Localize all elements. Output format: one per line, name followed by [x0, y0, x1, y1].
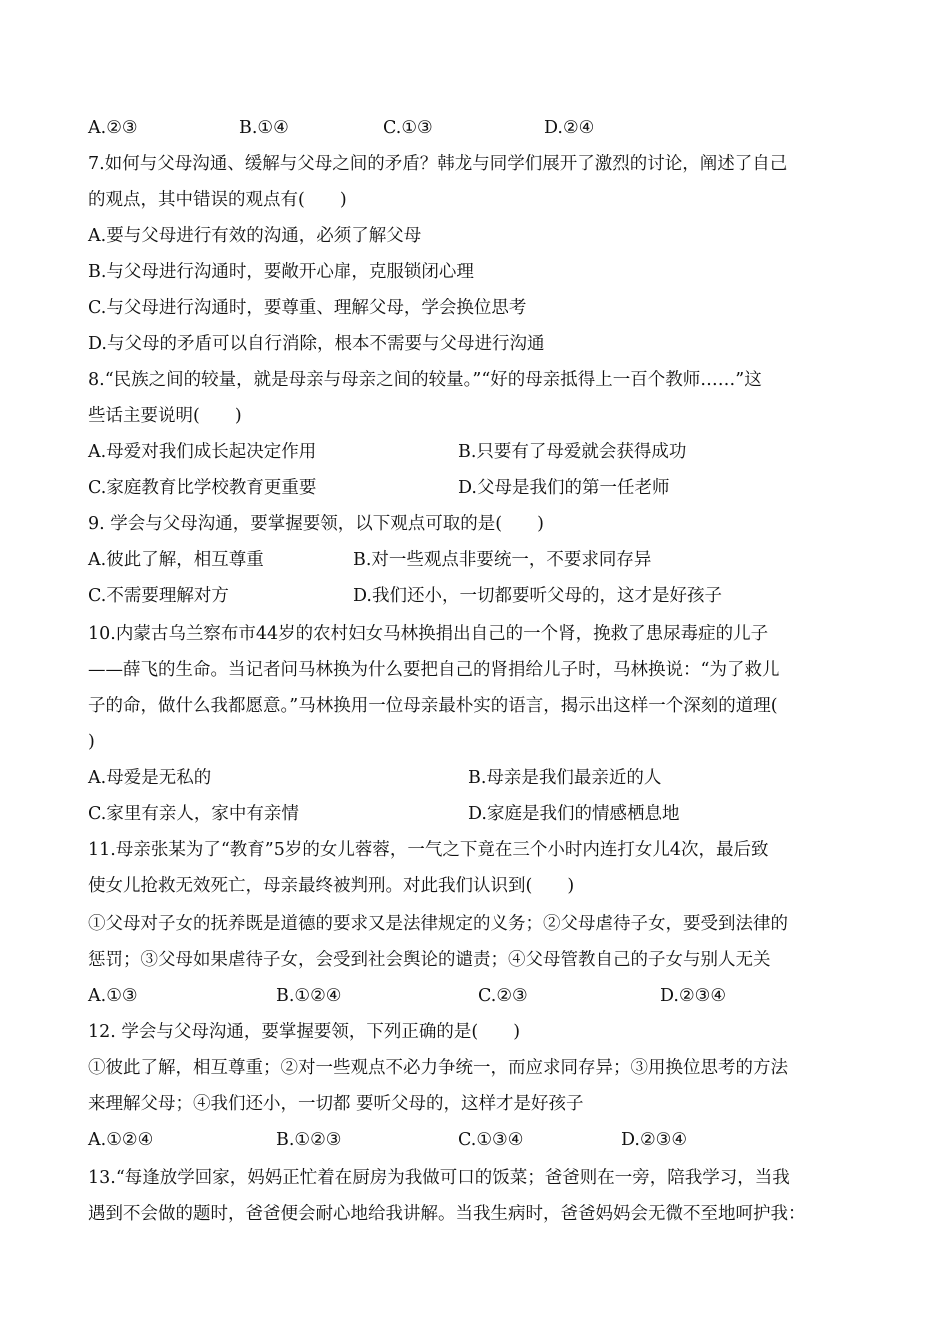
q10-option-a: A.母爱是无私的 — [88, 768, 212, 788]
q6-option-c: C.①③ — [383, 118, 433, 138]
q9-option-b: B.对一些观点非要统一，不要求同存异 — [353, 550, 652, 570]
q7-option-a: A.要与父母进行有效的沟通，必须了解父母 — [88, 226, 422, 246]
q9-stem-line-1: 9. 学会与父母沟通，要掌握要领，以下观点可取的是( ) — [88, 514, 544, 534]
q7-option-d: D.与父母的矛盾可以自行消除，根本不需要与父母进行沟通 — [88, 334, 545, 354]
q11-stem-line-4: 惩罚；③父母如果虐待子女，会受到社会舆论的谴责；④父母管教自己的子女与别人无关 — [88, 950, 771, 970]
q11-option-a: A.①③ — [88, 986, 138, 1006]
q9-option-a: A.彼此了解，相互尊重 — [88, 550, 264, 570]
q7-option-b: B.与父母进行沟通时，要敞开心扉，克服锁闭心理 — [88, 262, 474, 282]
q6-option-b: B.①④ — [239, 118, 289, 138]
q9-option-c: C.不需要理解对方 — [88, 586, 229, 606]
q10-option-c: C.家里有亲人，家中有亲情 — [88, 804, 299, 824]
q11-option-d: D.②③④ — [660, 986, 727, 1006]
q11-option-c: C.②③ — [478, 986, 528, 1006]
q9-option-d: D.我们还小，一切都要听父母的，这才是好孩子 — [353, 586, 722, 606]
q6-option-a: A.②③ — [88, 118, 138, 138]
q11-option-b: B.①②④ — [276, 986, 342, 1006]
q10-stem-line-4: ) — [88, 732, 95, 752]
q8-option-d: D.父母是我们的第一任老师 — [458, 478, 670, 498]
q12-stem-line-3: 来理解父母；④我们还小，一切都 要听父母的，这样才是好孩子 — [88, 1094, 584, 1114]
q12-option-b: B.①②③ — [276, 1130, 342, 1150]
q10-stem-line-1: 10.内蒙古乌兰察布市44岁的农村妇女马林换捐出自己的一个肾，挽救了患尿毒症的儿子 — [88, 624, 769, 644]
q10-option-d: D.家庭是我们的情感栖息地 — [468, 804, 680, 824]
q10-option-b: B.母亲是我们最亲近的人 — [468, 768, 662, 788]
q12-option-d: D.②③④ — [621, 1130, 688, 1150]
q12-option-c: C.①③④ — [458, 1130, 524, 1150]
q6-option-d: D.②④ — [544, 118, 595, 138]
q12-option-a: A.①②④ — [88, 1130, 154, 1150]
q12-stem-line-2: ①彼此了解，相互尊重；②对一些观点不必力争统一，而应求同存异；③用换位思考的方法 — [88, 1058, 788, 1078]
q7-stem-line-2: 的观点，其中错误的观点有( ) — [88, 190, 347, 210]
q12-stem-line-1: 12. 学会与父母沟通，要掌握要领，下列正确的是( ) — [88, 1022, 521, 1042]
q8-stem-line-1: 8.“民族之间的较量，就是母亲与母亲之间的较量。”“好的母亲抵得上一百个教师……”这 — [88, 370, 762, 390]
q7-option-c: C.与父母进行沟通时，要尊重、理解父母，学会换位思考 — [88, 298, 527, 318]
q8-option-b: B.只要有了母爱就会获得成功 — [458, 442, 687, 462]
q10-stem-line-3: 子的命，做什么我都愿意。”马林换用一位母亲最朴实的语言，揭示出这样一个深刻的道理( — [88, 696, 778, 716]
q11-stem-line-3: ①父母对子女的抚养既是道德的要求又是法律规定的义务；②父母虐待子女，要受到法律的 — [88, 914, 788, 934]
q8-option-c: C.家庭教育比学校教育更重要 — [88, 478, 317, 498]
q13-stem-line-1: 13.“每逢放学回家，妈妈正忙着在厨房为我做可口的饭菜；爸爸则在一旁，陪我学习，当我 — [88, 1168, 790, 1188]
q11-stem-line-2: 使女儿抢救无效死亡，母亲最终被判刑。对此我们认识到( ) — [88, 876, 575, 896]
q8-stem-line-2: 些话主要说明( ) — [88, 406, 242, 426]
q10-stem-line-2: ——薛飞的生命。当记者问马林换为什么要把自己的肾捐给儿子时，马林换说：“为了救儿 — [88, 660, 780, 680]
q11-stem-line-1: 11.母亲张某为了“教育”5岁的女儿蓉蓉，一气之下竟在三个小时内连打女儿4次，最后致 — [88, 840, 769, 860]
q7-stem-line-1: 7.如何与父母沟通、缓解与父母之间的矛盾？韩龙与同学们展开了激烈的讨论，阐述了自己 — [88, 154, 788, 174]
q8-option-a: A.母爱对我们成长起决定作用 — [88, 442, 317, 462]
q13-stem-line-2: 遇到不会做的题时，爸爸便会耐心地给我讲解。当我生病时，爸爸妈妈会无微不至地呵护我： — [88, 1204, 806, 1224]
